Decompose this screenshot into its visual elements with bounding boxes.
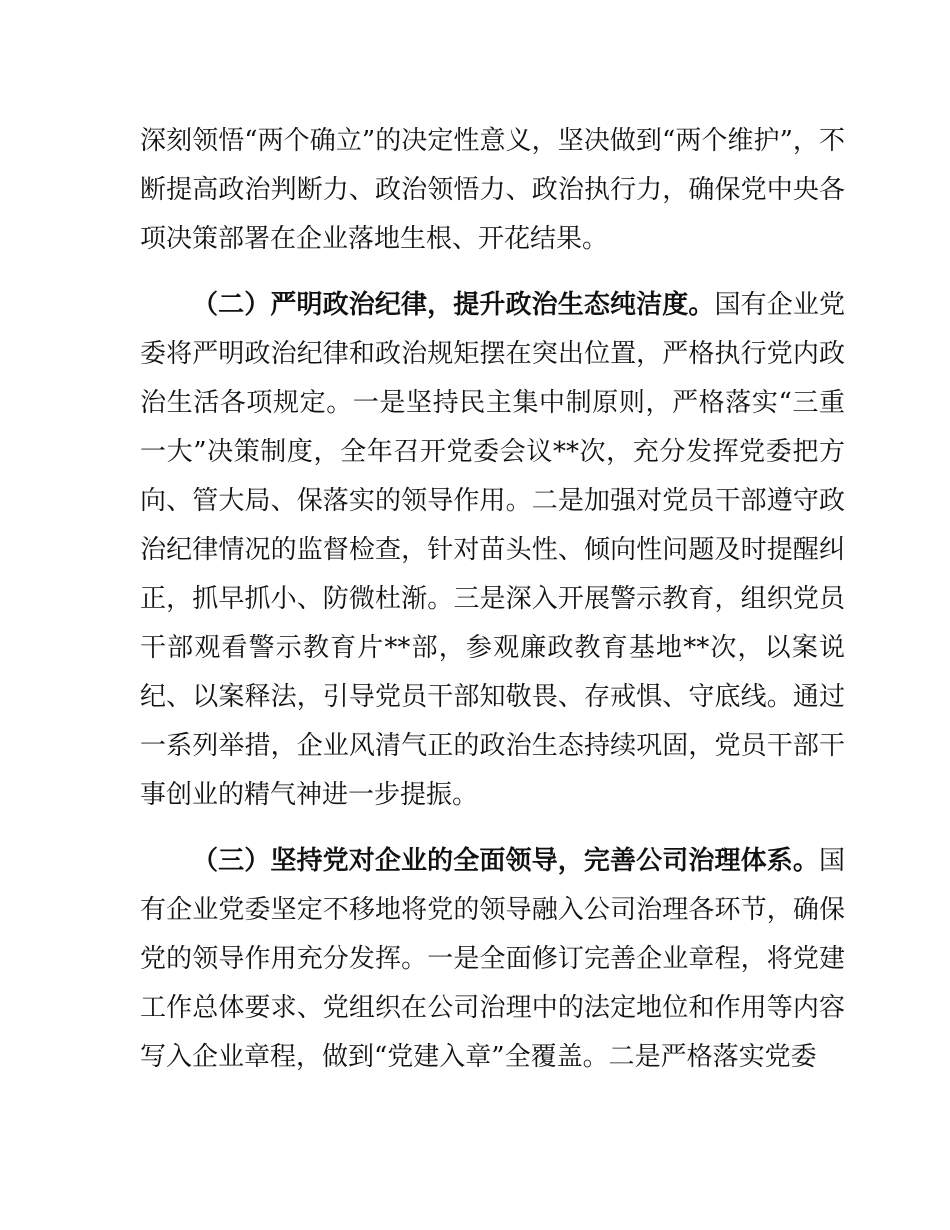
paragraph-text: 国有企业党委将严明政治纪律和政治规矩摆在突出位置，严格执行党内政治生活各项规定。一是坚持民主集中制原则，严格落实“三重一大”决策制度，全年召开党委会议**次，充分发挥党委把方向、管大局、保落实的领导作用。二是加强对党员干部遵守政治纪律情况的监督检查，针对苗头性、倾向性问题及时提醒纠正，抓早抓小、防微杜渐。三是深入开展警示教育，组织党员干部观看警示教育片**部，参观廉政教育基地**次，以案说纪、以案释法，引导党员干部知敬畏、存戒惧、守底线。通过一系列举措，企业风清气正的政治生态持续巩固，党员干部干事创业的精气神进一步提振。 <box>140 290 845 810</box>
paragraph-text: 深刻领悟“两个确立”的决定性意义，坚决做到“两个维护”，不断提高政治判断力、政治领悟力、政治执行力，确保党中央各项决策部署在企业落地生根、开花结果。 <box>140 126 845 254</box>
document-content <box>140 117 845 1082</box>
section-2-heading: （二）严明政治纪律，提升政治生态纯洁度。 <box>192 290 715 320</box>
paragraph-section-3 <box>140 837 845 1082</box>
section-3-heading: （三）坚持党对企业的全面领导，完善公司治理体系。 <box>192 846 819 876</box>
paragraph-continuation <box>140 117 845 264</box>
paragraph-section-2 <box>140 281 845 820</box>
paragraph-text: 国有企业党委坚定不移地将党的领导融入公司治理各环节，确保党的领导作用充分发挥。一是全面修订完善企业章程，将党建工作总体要求、党组织在公司治理中的法定地位和作用等内容写入企业章程，做到“党建入章”全覆盖。二是严格落实党委 <box>140 846 845 1072</box>
